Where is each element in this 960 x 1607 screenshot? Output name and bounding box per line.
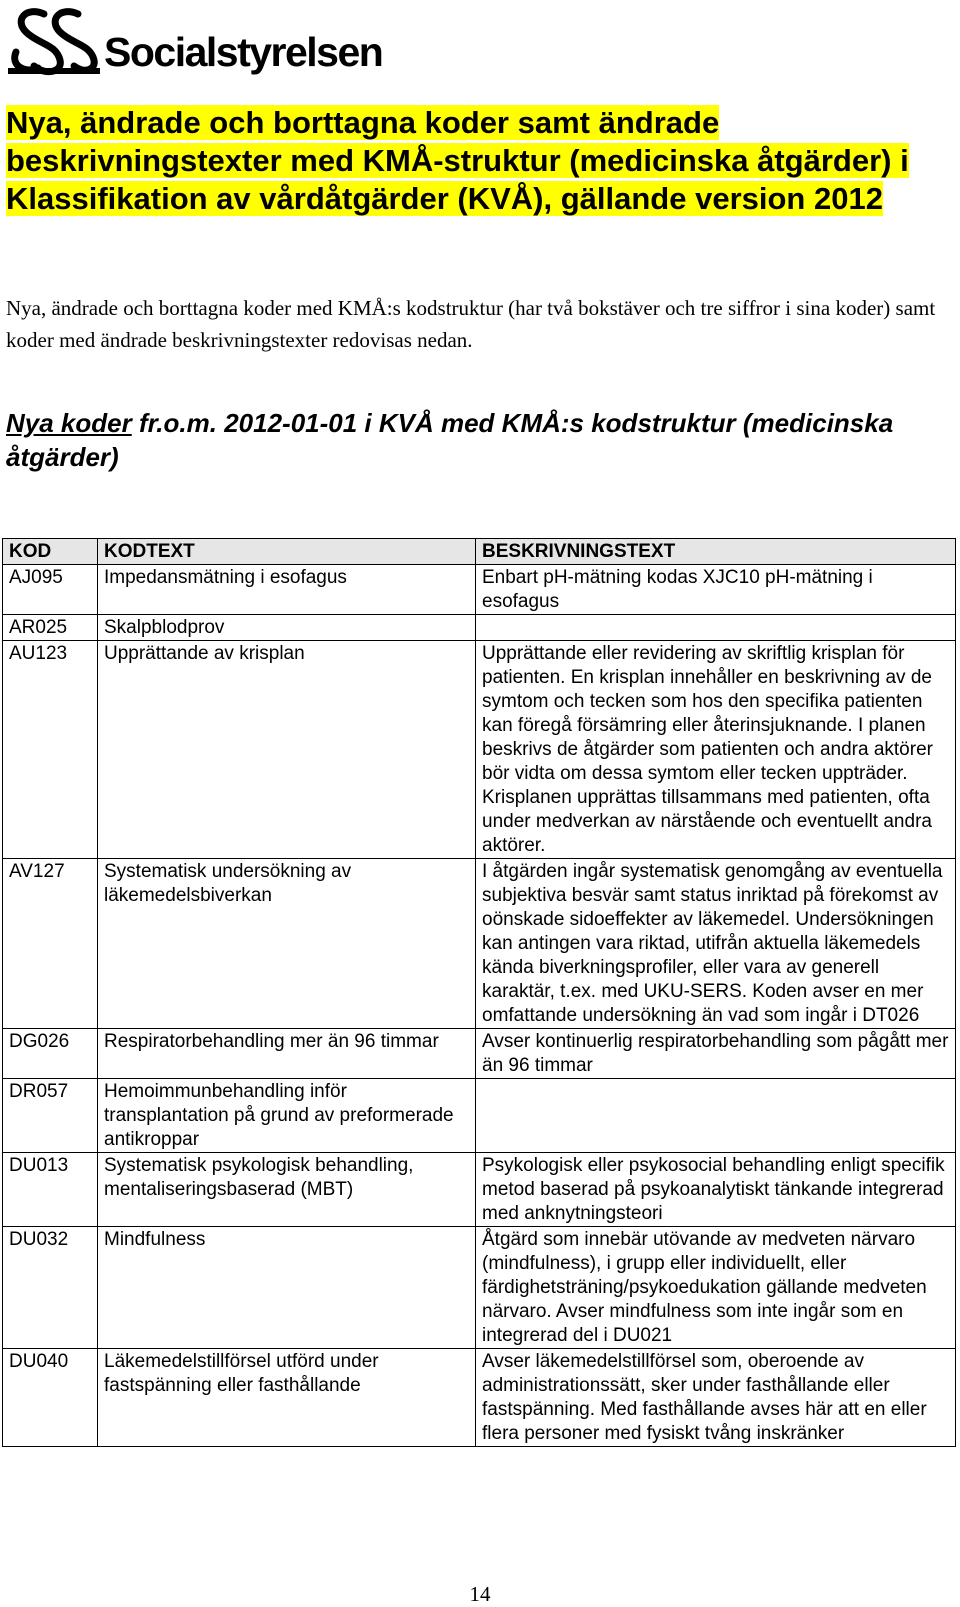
table-header-row	[3, 539, 956, 565]
cell-beskrivning: Avser läkemedelstillförsel som, oberoende av administrationssätt, sker under fasthållande eller fastspänning. Med fasthållande avses här att en eller flera personer med fysiskt tvång inskränker	[476, 1349, 956, 1447]
column-header-kodtext: KODTEXT	[98, 539, 476, 565]
section-heading-rest: fr.o.m. 2012-01-01 i KVÅ med KMÅ:s kodstruktur (medicinska åtgärder)	[6, 408, 894, 472]
cell-kodtext: Hemoimmunbehandling inför transplantation på grund av preformerade antikroppar	[98, 1079, 476, 1153]
cell-beskrivning: I åtgärden ingår systematisk genomgång av eventuella subjektiva besvär samt status inriktad på förekomst av oönskade sidoeffekter av läkemedel. Undersökningen kan antingen vara riktad, utifrån aktuella läkemedels kända biverkningsprofiler, eller vara av generell karaktär, t.ex. med UKU-SERS. Koden avser en mer omfattande undersökning än vad som ingår i DT026	[476, 859, 956, 1029]
cell-kodtext: Systematisk undersökning av läkemedelsbiverkan	[98, 859, 476, 1029]
cell-kod: DU040	[3, 1349, 98, 1447]
cell-beskrivning	[476, 615, 956, 641]
cell-kodtext: Läkemedelstillförsel utförd under fastspänning eller fasthållande	[98, 1349, 476, 1447]
page-number: 14	[469, 1582, 491, 1606]
cell-beskrivning: Enbart pH-mätning kodas XJC10 pH-mätning i esofagus	[476, 565, 956, 615]
table-row	[3, 859, 956, 1029]
codes-table	[2, 538, 956, 1447]
socialstyrelsen-logo	[8, 4, 388, 78]
logo-emblem-icon	[8, 4, 100, 76]
column-header-kod: KOD	[3, 539, 98, 565]
cell-beskrivning: Avser kontinuerlig respiratorbehandling som pågått mer än 96 timmar	[476, 1029, 956, 1079]
cell-kod: DG026	[3, 1029, 98, 1079]
cell-kod: AJ095	[3, 565, 98, 615]
table-row	[3, 1153, 956, 1227]
cell-beskrivning: Åtgärd som innebär utövande av medveten närvaro (mindfulness), i grupp eller individuellt, eller färdighetsträning/psykoedukation gällande medveten närvaro. Avser mindfulness som inte ingår som en integrerad del i DU021	[476, 1227, 956, 1349]
document-title	[6, 104, 926, 218]
cell-kod: AV127	[3, 859, 98, 1029]
table-row	[3, 615, 956, 641]
table-row	[3, 1079, 956, 1153]
title-highlight: Nya, ändrade och borttagna koder samt ändrade beskrivningstexter med KMÅ-struktur (medicinska åtgärder) i Klassifikation av vårdåtgärder (KVÅ), gällande version 2012	[6, 105, 909, 216]
cell-kodtext: Systematisk psykologisk behandling, mentaliseringsbaserad (MBT)	[98, 1153, 476, 1227]
table-row	[3, 1349, 956, 1447]
cell-kodtext: Upprättande av krisplan	[98, 641, 476, 859]
cell-beskrivning: Psykologisk eller psykosocial behandling enligt specifik metod baserad på psykoanalytiskt tänkande integrerad med anknytningsteori	[476, 1153, 956, 1227]
cell-beskrivning: Upprättande eller revidering av skriftlig krisplan för patienten. En krisplan innehåller en beskrivning av de symtom och tecken som hos den specifika patienten kan föregå försämring eller återinsjuknande. I planen beskrivs de åtgärder som patienten och andra aktörer bör vidta om dessa symtom eller tecken uppträder. Krisplanen upprättas tillsammans med patienten, ofta under medverkan av närstående och eventuellt andra aktörer.	[476, 641, 956, 859]
logo-wordmark: Socialstyrelsen	[104, 29, 383, 75]
column-header-beskrivning: BESKRIVNINGSTEXT	[476, 539, 956, 565]
cell-kodtext: Mindfulness	[98, 1227, 476, 1349]
table-row	[3, 641, 956, 859]
cell-beskrivning	[476, 1079, 956, 1153]
cell-kod: DU032	[3, 1227, 98, 1349]
cell-kodtext: Skalpblodprov	[98, 615, 476, 641]
cell-kod: AU123	[3, 641, 98, 859]
cell-kodtext: Respiratorbehandling mer än 96 timmar	[98, 1029, 476, 1079]
table-row	[3, 1227, 956, 1349]
cell-kod: DU013	[3, 1153, 98, 1227]
cell-kod: AR025	[3, 615, 98, 641]
section-heading-underlined: Nya koder	[6, 408, 132, 438]
table-row	[3, 1029, 956, 1079]
intro-paragraph: Nya, ändrade och borttagna koder med KMÅ:s kodstruktur (har två bokstäver och tre siffror i sina koder) samt koder med ändrade beskrivningstexter redovisas nedan.	[6, 296, 936, 352]
table-row	[3, 565, 956, 615]
cell-kodtext: Impedansmätning i esofagus	[98, 565, 476, 615]
section-heading	[6, 406, 946, 474]
cell-kod: DR057	[3, 1079, 98, 1153]
